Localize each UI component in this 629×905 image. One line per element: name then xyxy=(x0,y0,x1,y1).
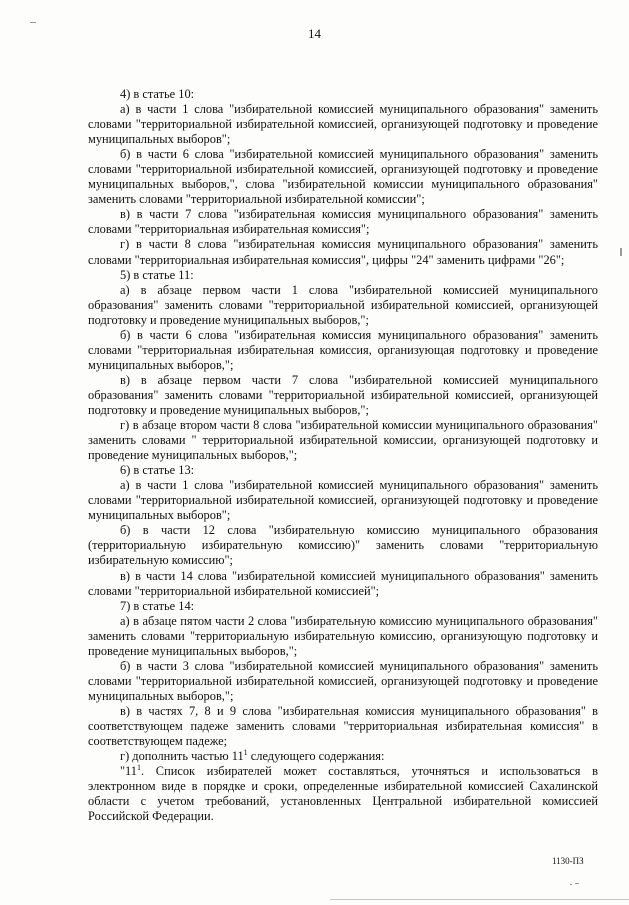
paragraph: 7) в статье 14: xyxy=(120,598,195,613)
paragraph: 6) в статье 13: xyxy=(120,463,195,478)
paragraph: в) в абзаце первом части 7 слова "избирательной комиссией муниципального образования" заменить словами "территориальной избирательной комиссией, организующей подготовку и проведение муниципальных выборов,"; xyxy=(88,372,598,417)
paragraph: в) в частях 7, 8 и 9 слова "избирательная комиссия муниципального образования" в соответствующем падеже заменить словами "территориальная избирательная комиссия" в соответствующем падеже; xyxy=(88,703,598,749)
paragraph: г) в части 8 слова "избирательная комиссия муниципального образования" заменить словами "территориальная избирательная комиссия", цифры "24" заменить цифрами "26"; xyxy=(88,237,598,267)
document-code: 1130-ПЗ xyxy=(552,856,584,866)
quoted-new-part xyxy=(88,764,598,824)
paragraph: б) в части 6 слова "избирательной комиссией муниципального образования" заменить словами "территориальной избирательной комиссией, организующей подготовку и проведение муниципальных выборов,", слова "избирательной комиссии муниципального образования" заменить словами "территориальной избирательной комиссии"; xyxy=(88,147,598,207)
paragraph: а) в части 1 слова "избирательной комиссией муниципального образования" заменить словами "территориальной избирательной комиссией, организующей подготовку и проведение муниципальных выборов"; xyxy=(88,478,598,523)
superscript: 1 xyxy=(243,747,248,757)
paragraph: в) в части 14 слова "избирательной комиссией муниципального образования" заменить словами "территориальной избирательной комиссией"; xyxy=(88,568,598,598)
paragraph: а) в абзаце пятом части 2 слова "избирательную комиссию муниципального образования" заменить словами "территориальную избирательную комиссию, организующую подготовку и проведение муниципальных выборов,"; xyxy=(88,613,598,658)
paragraph-add-part-text-end: следующего содержания: xyxy=(247,749,385,764)
document-body xyxy=(88,87,598,824)
quoted-part-text: . Список избирателей может составляться, уточняться и использоваться в электронном виде в порядке и сроки, определенные избирательной комиссией Сахалинской области с учетом требований, установленных Центральной избирательной комиссией Российской Федерации. xyxy=(88,764,598,824)
scan-mark xyxy=(620,248,622,256)
scan-mark xyxy=(575,883,579,884)
paragraph: б) в части 3 слова "избирательной комиссией муниципального образования" заменить словами "территориальной избирательной комиссией, организующей подготовку и проведение муниципальных выборов,"; xyxy=(88,658,598,703)
superscript: 1 xyxy=(137,762,141,772)
paragraph: а) в части 1 слова "избирательной комиссией муниципального образования" заменить словами "территориальной избирательной комиссией, организующей подготовку и проведение муниципальных выборов"; xyxy=(88,102,598,147)
scan-mark xyxy=(30,22,36,23)
paragraph: г) в абзаце втором части 8 слова "избирательной комиссии муниципального образования" заменить словами " территориальной избирательной комиссии, организующей подготовку и проведение муниципальных выборов,"; xyxy=(88,418,598,463)
paragraph: б) в части 6 слова "избирательная комиссия муниципального образования" заменить словами "территориальная избирательная комиссия, организующая подготовку и проведение муниципальных выборов,"; xyxy=(88,327,598,372)
quoted-part-number: "11 xyxy=(120,764,137,779)
scan-mark xyxy=(330,899,629,900)
paragraph-add-part xyxy=(88,749,598,764)
paragraph: б) в части 12 слова "избирательную комиссию муниципального образования (территориальную избирательную комиссию)" заменить словами "территориальную избирательную комиссию"; xyxy=(88,523,598,568)
paragraph: 4) в статье 10: xyxy=(120,87,195,101)
paragraph: в) в части 7 слова "избирательная комиссия муниципального образования" заменить словами "территориальная избирательная комиссия"; xyxy=(88,207,598,237)
scan-mark xyxy=(570,884,572,885)
paragraph-add-part-text: г) дополнить частью 11 xyxy=(120,749,244,764)
page-number: 14 xyxy=(308,26,321,41)
paragraph: 5) в статье 11: xyxy=(120,267,194,282)
paragraph: а) в абзаце первом части 1 слова "избирательной комиссией муниципального образования" заменить словами "территориальной избирательной комиссией, организующей подготовку и проведение муниципальных выборов,"; xyxy=(88,282,598,327)
